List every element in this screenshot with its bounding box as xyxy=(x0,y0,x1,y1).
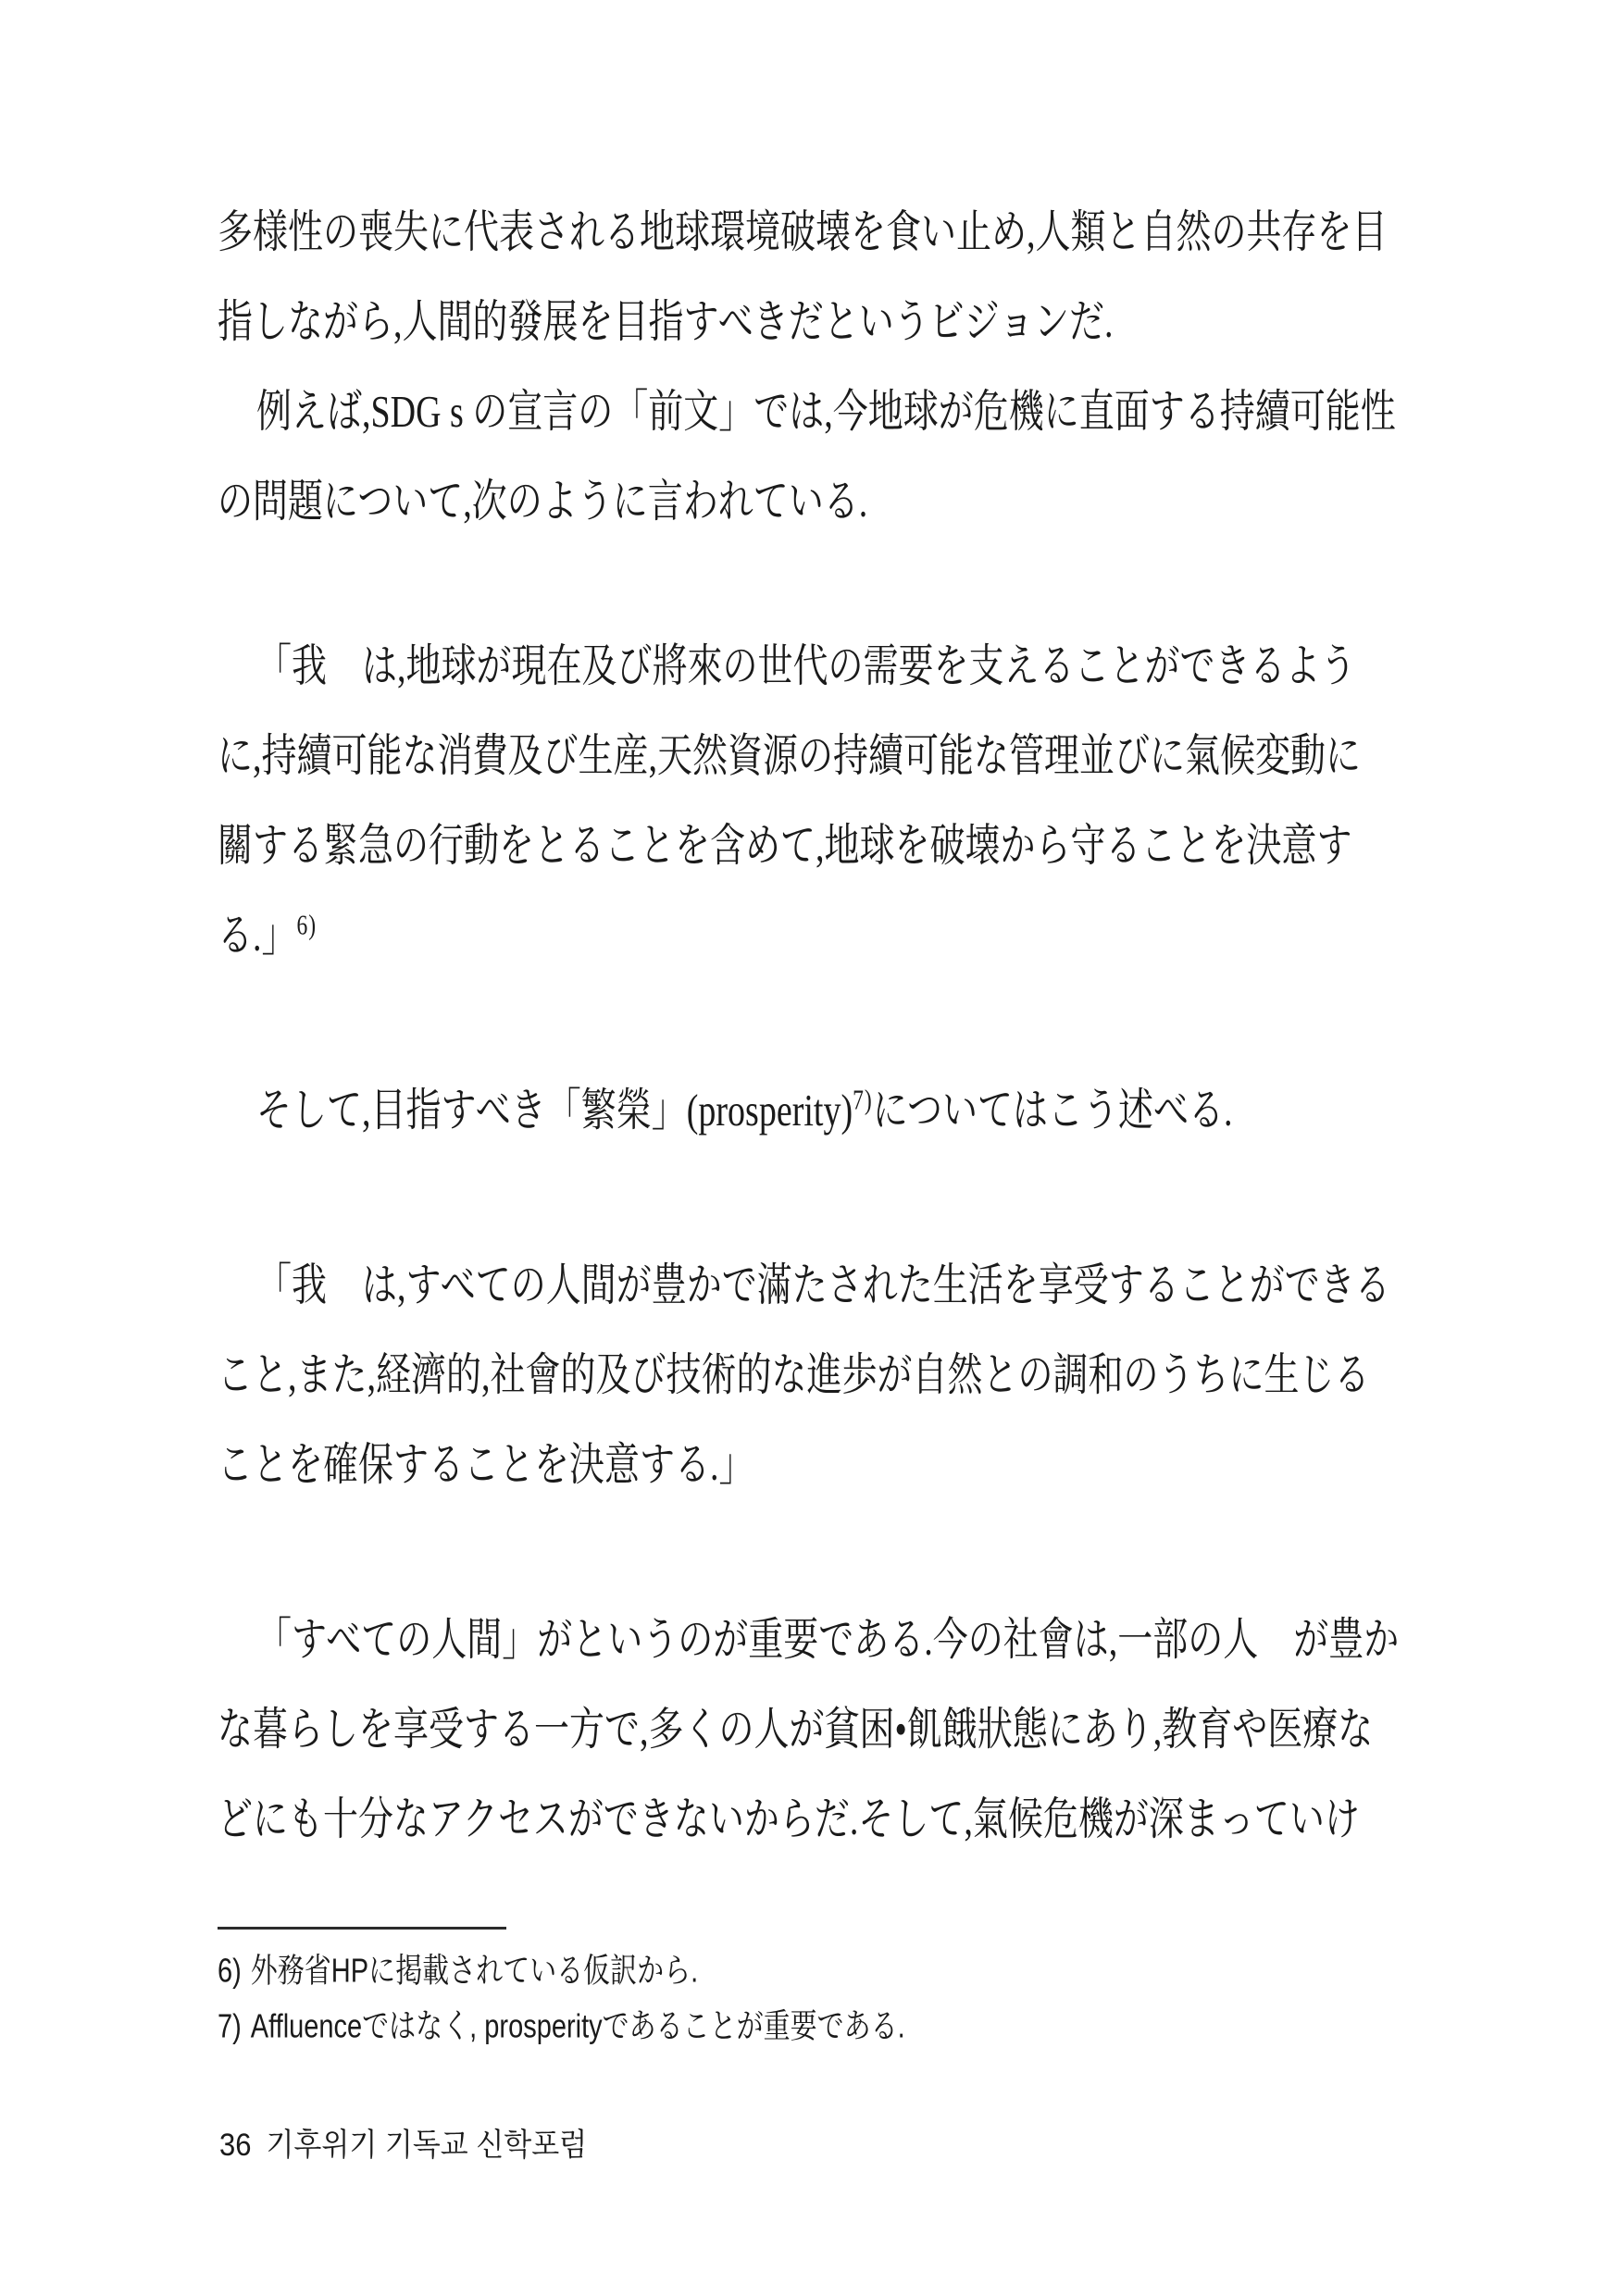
footer-title: 기후위기 기독교 신학포럼 xyxy=(266,2127,588,2163)
page-number: 36 xyxy=(219,2127,252,2163)
body-line-11: こと,また,経濟的,社會的及び技術的な進歩が自然との調和のうちに生じる xyxy=(218,1350,1370,1401)
body-line-5: 「我 は,地球が現在及び將來の世代の需要を支えることができるよう xyxy=(256,641,1356,692)
body-text xyxy=(218,189,1412,1866)
footnote-7-marker: 7) xyxy=(218,2008,242,2045)
body-line-7: 關する緊急の行動をとることを含めて,地球を破壊から守ることを決意す xyxy=(218,821,1352,872)
body-line-15: どにも十分なアクセスができないからだ.そして,氣候危機が深まっていけ xyxy=(218,1794,1360,1845)
body-line-6: に,持續可能な消費及び生産,天然資源の持續可能な管理並びに氣候変動に xyxy=(218,731,1362,782)
body-line-3: 例えば,SDG s の宣言の「前文」では,今地球が危機に直面する持續可能性 xyxy=(256,387,1396,438)
body-line-14: な暮らしを享受する一方で,多くの人が貧困•飢餓狀態にあり,教育や医療な xyxy=(218,1705,1374,1756)
footnote-separator xyxy=(218,1927,506,1930)
footnote-ref-6: 6) xyxy=(296,911,318,942)
footnote-7-text: Affluenceではなく, prosperityであることが重要である. xyxy=(250,2008,905,2045)
body-line-4: の問題について,次のように言われている. xyxy=(218,477,868,527)
footnote-ref-7: 7) xyxy=(853,1086,873,1117)
body-line-2: 指しながら,人間的發展を目指すべきだというビジョンだ. xyxy=(218,297,1114,348)
body-line-8: る.」$^{6)}$ xyxy=(218,911,318,962)
body-line-12: ことを確保することを決意する.」 xyxy=(218,1440,754,1491)
body-line-10: 「我 は,すべての人間が豊かで滿たされた生活を享受することができる xyxy=(256,1260,1390,1311)
body-line-13: 「すべての人間」がというのが重要である.今の社會は,一部の人 が豊か xyxy=(256,1615,1400,1666)
footnote-6-marker: 6) xyxy=(218,1953,242,1990)
body-line-1: 多様性の喪失に代表される地球環境破壊を食い止め,人類と自然の共存を目 xyxy=(218,207,1388,258)
footnote-6-text: 外務省HPに掲載されている仮訳から. xyxy=(250,1953,699,1990)
page-footer xyxy=(219,2123,587,2167)
footnotes xyxy=(218,1943,905,2054)
body-line-9: そして,目指すべき「繁榮」(prosperity)$^{7)}$についてはこう述べる. xyxy=(256,1086,1233,1136)
footnote-7 xyxy=(218,1992,905,2062)
